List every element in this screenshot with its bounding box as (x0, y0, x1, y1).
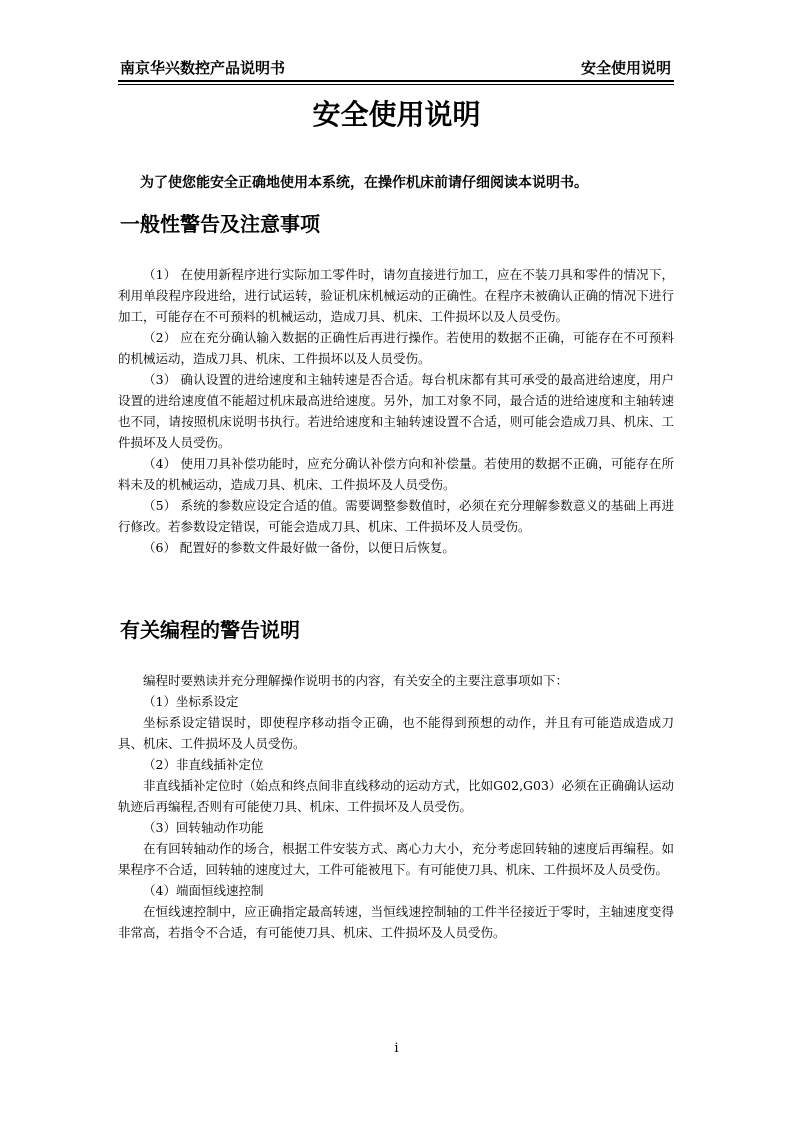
subheading: （4）端面恒线速控制 (143, 883, 264, 898)
paragraph: 非直线插补定位时（始点和终点间非直线移动的运动方式，比如G02,G03）必须在正确确认运动轨迹后再编程,否则有可能使刀具、机床、工件损坏及人员受伤。 (118, 778, 674, 814)
paragraph: （1） 在使用新程序进行实际加工零件时，请勿直接进行加工，应在不装刀具和零件的情况下，利用单段程序段进给，进行试运转，验证机床机械运动的正确性。在程序未被确认正确的情况下进行加工，可能存在不可预料的机械运动，造成刀具、机床、工件损坏以及人员受伤。 (118, 267, 674, 324)
header-rule-thick (118, 80, 674, 82)
section-heading-general: 一般性警告及注意事项 (120, 212, 320, 236)
section-body-general (118, 264, 674, 558)
header-left: 南京华兴数控产品说明书 (120, 59, 286, 77)
paragraph: （4） 使用刀具补偿功能时，应充分确认补偿方向和补偿量。若使用的数据不正确，可能存在所料未及的机械运动，造成刀具、机床、工件损坏及人员受伤。 (118, 456, 674, 492)
header-rule-thin (118, 84, 674, 85)
paragraph: 在恒线速控制中，应正确指定最高转速，当恒线速控制轴的工件半径接近于零时，主轴速度变得非常高，若指令不合适，有可能使刀具、机床、工件损坏及人员受伤。 (118, 904, 674, 940)
paragraph: （5） 系统的参数应设定合适的值。需要调整参数值时，必须在充分理解参数意义的基础上再进行修改。若参数设定错误，可能会造成刀具、机床、工件损坏及人员受伤。 (118, 498, 674, 534)
page-title: 安全使用说明 (312, 98, 481, 131)
paragraph: （3） 确认设置的进给速度和主轴转速是否合适。每台机床都有其可承受的最高进给速度，用户设置的进给速度值不能超过机床最高进给速度。另外，加工对象不同，最合适的进给速度和主轴转速也不同，请按照机床说明书执行。若进给速度和主轴转速设置不合适，则可能会造成刀具、机床、工件损坏及人员受伤。 (118, 372, 674, 450)
page-number: i (394, 1041, 399, 1056)
intro-text: 为了使您能安全正确地使用本系统，在操作机床前请仔细阅读本说明书。 (140, 175, 588, 191)
paragraph: （2） 应在充分确认输入数据的正确性后再进行操作。若使用的数据不正确，可能存在不可预料的机械运动，造成刀具、机床、工件损坏以及人员受伤。 (118, 330, 674, 366)
paragraph: 坐标系设定错误时，即使程序移动指令正确，也不能得到预想的动作，并且有可能造成造成刀具、机床、工件损坏及人员受伤。 (118, 715, 674, 751)
subheading: （1）坐标系设定 (143, 694, 239, 709)
subheading: （2）非直线插补定位 (143, 757, 264, 772)
section-heading-programming: 有关编程的警告说明 (120, 618, 300, 642)
subheading: （3）回转轴动作功能 (143, 820, 264, 835)
section-body-programming (118, 670, 674, 943)
paragraph: （6） 配置好的参数文件最好做一备份，以便日后恢复。 (143, 540, 455, 555)
paragraph: 在有回转轴动作的场合，根据工件安装方式、离心力大小，充分考虑回转轴的速度后再编程。如果程序不合适，回转轴的速度过大，工件可能被甩下。有可能使刀具、机床、工件损坏及人员受伤。 (118, 841, 674, 877)
paragraph: 编程时要熟读并充分理解操作说明书的内容，有关安全的主要注意事项如下： (143, 673, 569, 688)
header-right: 安全使用说明 (580, 59, 671, 77)
